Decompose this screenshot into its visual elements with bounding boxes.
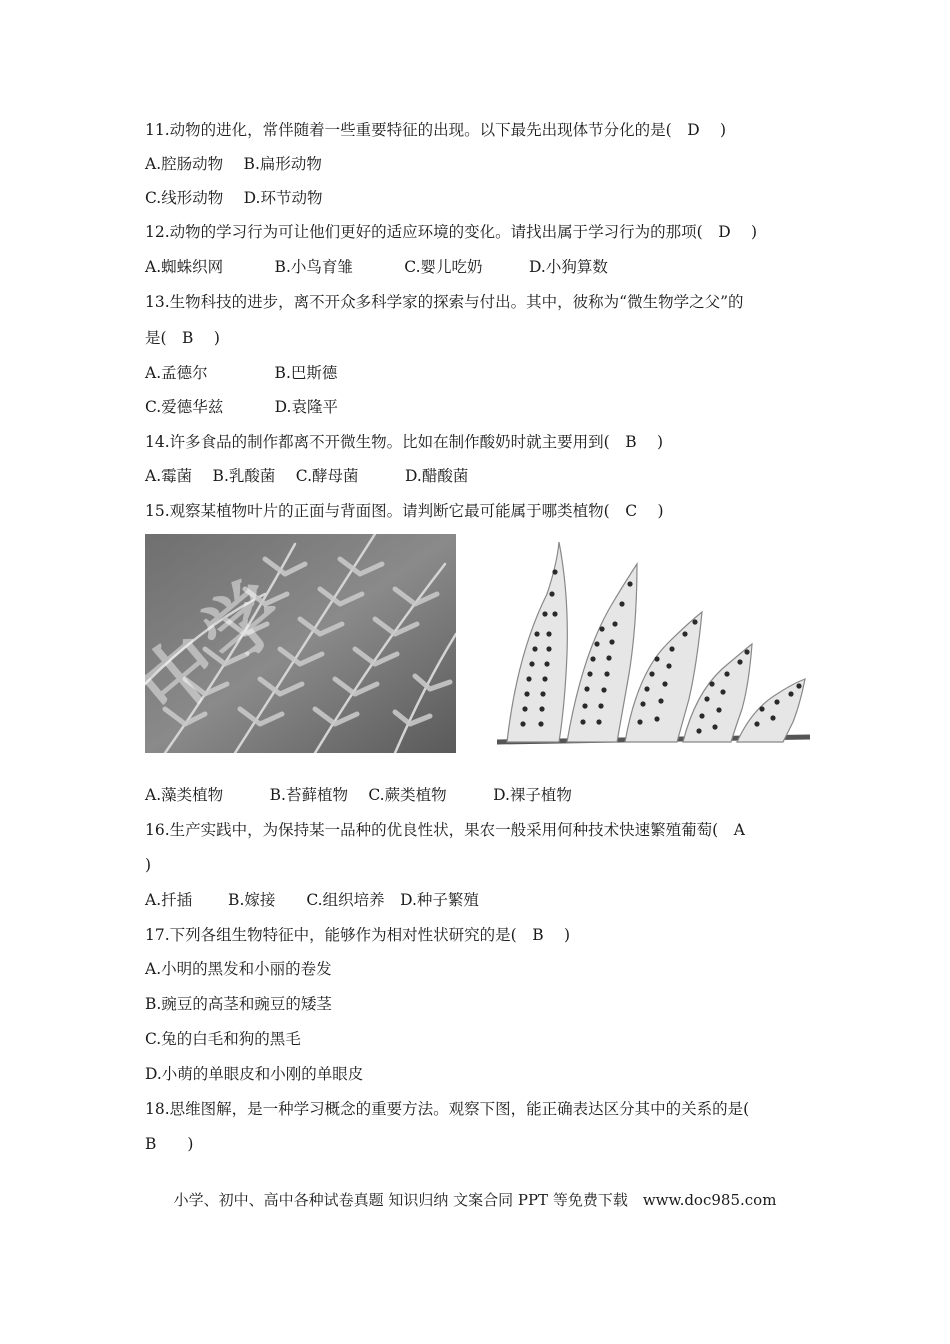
question-line-11: 11.动物的进化，常伴随着一些重要特征的出现。以下最先出现体节分化的是( D ) xyxy=(145,121,727,139)
question-line-18-cont: B ) xyxy=(145,1135,194,1153)
option-line: A.扦插 B.嫁接 C.组织培养 D.种子繁殖 xyxy=(145,891,479,909)
option-line: C.线形动物 D.环节动物 xyxy=(145,189,323,207)
option-line: A.孟德尔 B.巴斯德 xyxy=(145,364,338,382)
option-line: A.霉菌 B.乳酸菌 C.酵母菌 D.醋酸菌 xyxy=(145,467,469,485)
option-line: D.小萌的单眼皮和小刚的单眼皮 xyxy=(145,1065,364,1083)
option-line: A.腔肠动物 B.扁形动物 xyxy=(145,155,322,173)
question-line-18: 18.思维图解，是一种学习概念的重要方法。观察下图，能正确表达区分其中的关系的是( xyxy=(145,1100,750,1118)
question-line-17: 17.下列各组生物特征中，能够作为相对性状研究的是( B ) xyxy=(145,926,571,944)
option-line: B.豌豆的高茎和豌豆的矮茎 xyxy=(145,995,332,1013)
question-line-16-cont: ) xyxy=(145,856,152,874)
option-line: C.兔的白毛和狗的黑毛 xyxy=(145,1030,301,1048)
question-line-13: 13.生物科技的进步，离不开众多科学家的探索与付出。其中，彼称为“微生物学之父”的 xyxy=(145,293,744,311)
option-line: C.爱德华兹 D.袁隆平 xyxy=(145,398,338,416)
option-line: A.蜘蛛织网 B.小鸟育雏 C.婴儿吃奶 D.小狗算数 xyxy=(145,258,608,276)
option-line: A.小明的黑发和小丽的卷发 xyxy=(145,960,332,978)
question-line-13-cont: 是( B ) xyxy=(145,329,220,347)
fern-back-sori-photo xyxy=(497,534,810,753)
question-line-16: 16.生产实践中，为保持某一品种的优良性状，果农一般采用何种技术快速繁殖葡萄( A xyxy=(145,821,745,839)
question-line-12: 12.动物的学习行为可让他们更好的适应环境的变化。请找出属于学习行为的那项( D ) xyxy=(145,223,758,241)
option-line: A.藻类植物 B.苔藓植物 C.蕨类植物 D.裸子植物 xyxy=(145,786,572,804)
footer-text: 小学、初中、高中各种试卷真题 知识归纳 文案合同 PPT 等免费下载 www.doc985.com xyxy=(173,1191,777,1209)
watermark-text: 中学 xyxy=(121,560,305,735)
question-line-15: 15.观察某植物叶片的正面与背面图。请判断它最可能属于哪类植物( C ) xyxy=(145,502,664,520)
question-line-14: 14.许多食品的制作都离不开微生物。比如在制作酸奶时就主要用到( B ) xyxy=(145,433,664,451)
